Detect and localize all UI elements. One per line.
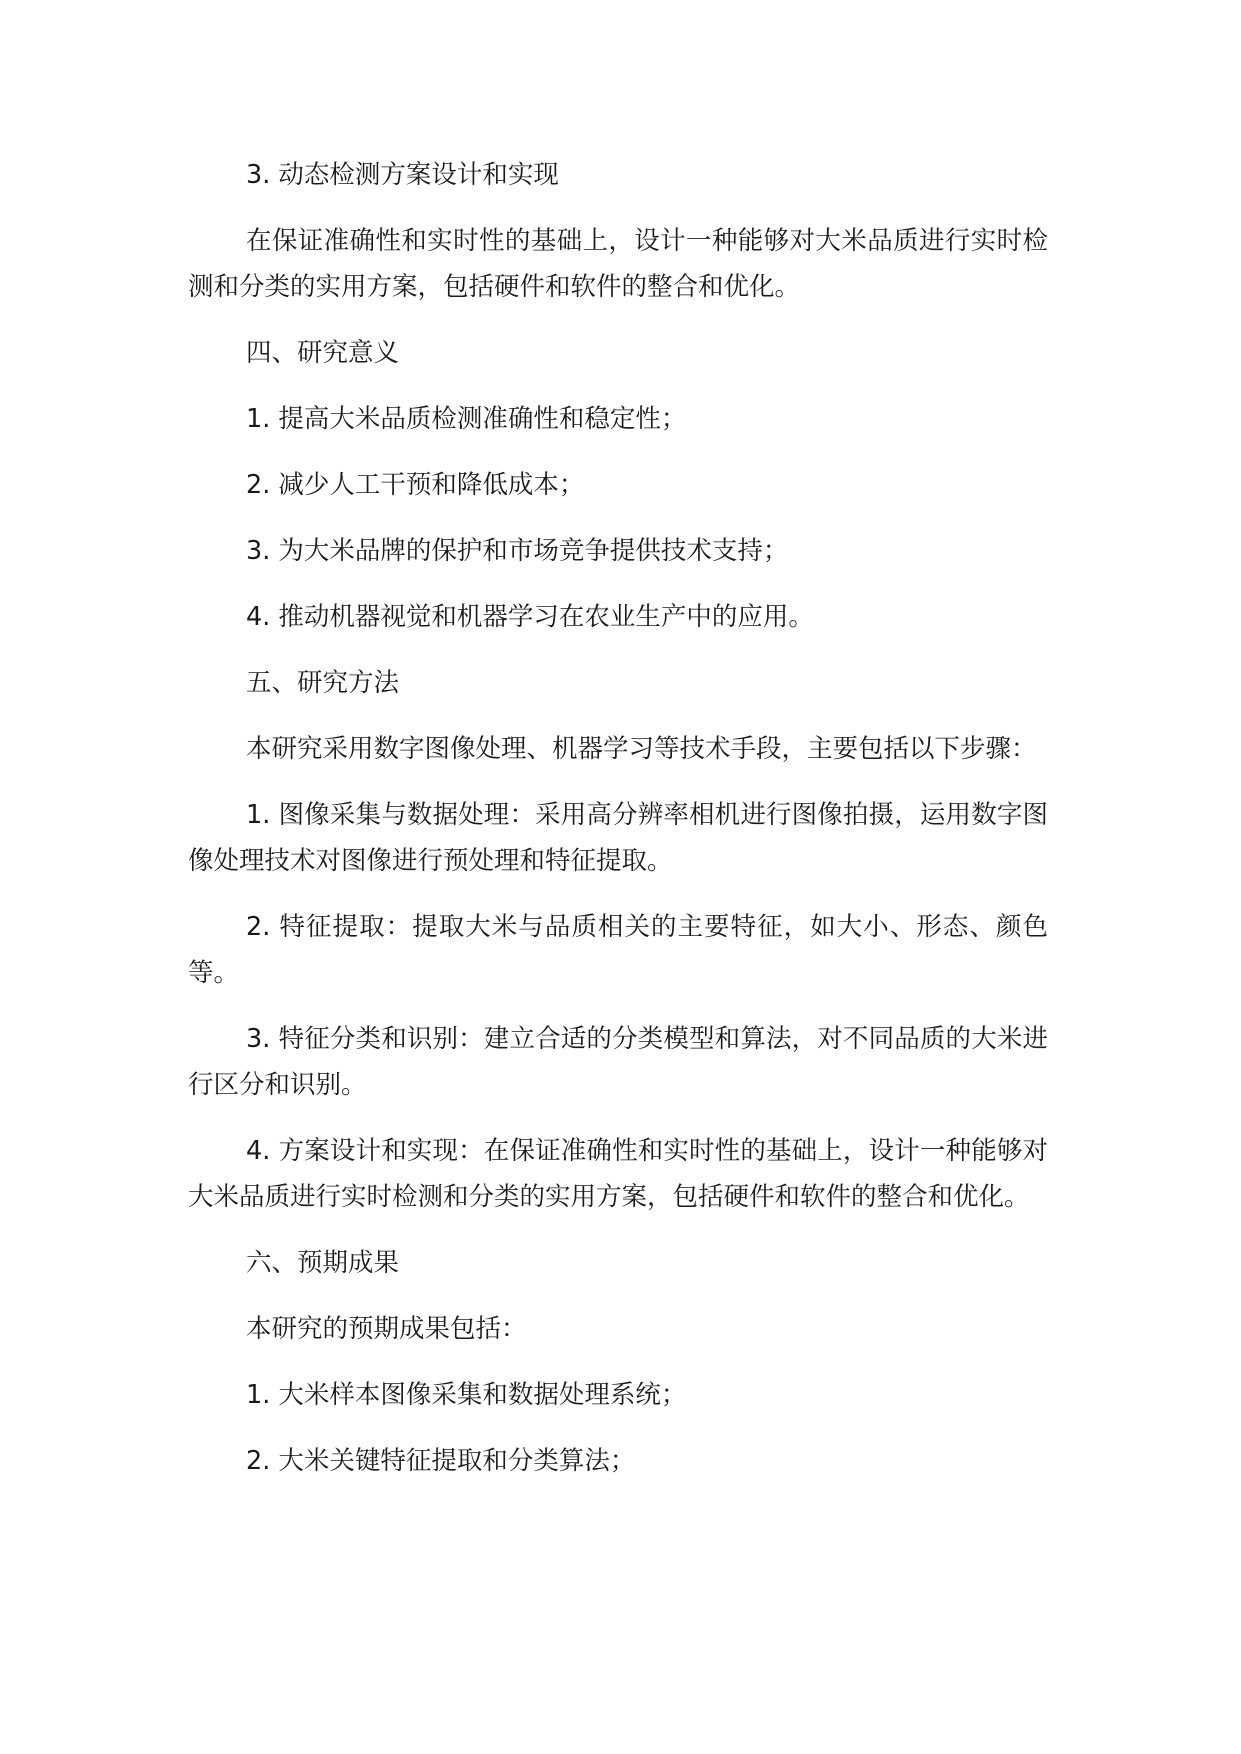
paragraph-dynamic-detection-heading: 3. 动态检测方案设计和实现 xyxy=(246,160,559,190)
list-item: 2. 大米关键特征提取和分类算法； xyxy=(246,1446,636,1476)
list-item: 1. 提高大米品质检测准确性和稳定性； xyxy=(246,404,687,434)
section-heading-significance: 四、研究意义 xyxy=(246,338,400,368)
list-item: 2. 减少人工干预和降低成本； xyxy=(246,470,585,500)
list-item: 2. 特征提取：提取大米与品质相关的主要特征，如大小、形态、颜色等。 xyxy=(188,912,1048,988)
paragraph-dynamic-detection-desc: 在保证准确性和实时性的基础上，设计一种能够对大米品质进行实时检测和分类的实用方案，包括硬件和软件的整合和优化。 xyxy=(188,226,1048,302)
document-body xyxy=(188,152,1048,1484)
list-item: 4. 方案设计和实现：在保证准确性和实时性的基础上，设计一种能够对大米品质进行实时检测和分类的实用方案，包括硬件和软件的整合和优化。 xyxy=(188,1136,1048,1212)
section-heading-expected-results: 六、预期成果 xyxy=(246,1248,400,1278)
section-heading-methods: 五、研究方法 xyxy=(246,668,400,698)
list-item: 1. 图像采集与数据处理：采用高分辨率相机进行图像拍摄，运用数字图像处理技术对图像进行预处理和特征提取。 xyxy=(188,800,1048,876)
paragraph-results-intro: 本研究的预期成果包括： xyxy=(246,1314,527,1344)
list-item: 4. 推动机器视觉和机器学习在农业生产中的应用。 xyxy=(246,602,814,632)
list-item: 3. 特征分类和识别：建立合适的分类模型和算法，对不同品质的大米进行区分和识别。 xyxy=(188,1024,1048,1100)
list-item: 1. 大米样本图像采集和数据处理系统； xyxy=(246,1380,687,1410)
list-item: 3. 为大米品牌的保护和市场竞争提供技术支持； xyxy=(246,536,789,566)
paragraph-methods-intro: 本研究采用数字图像处理、机器学习等技术手段，主要包括以下步骤： xyxy=(246,734,1037,764)
